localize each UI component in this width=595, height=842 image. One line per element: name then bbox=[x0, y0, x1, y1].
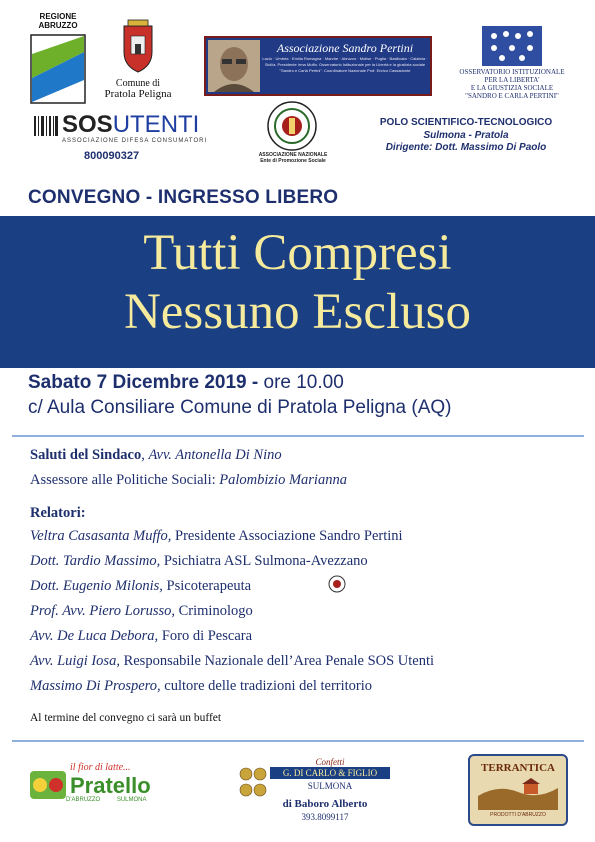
comune-name: Pratola Peligna bbox=[104, 88, 172, 100]
sos-tagline: ASSOCIAZIONE DIFESA CONSUMATORI bbox=[62, 138, 208, 144]
event-title-line2: Nessuno Escluso bbox=[123, 284, 472, 340]
pertini-portrait-icon bbox=[208, 40, 260, 92]
association-label: ASSOCIAZIONE NAZIONALE Ente di Promozione Sociale bbox=[258, 152, 328, 164]
event-date-line bbox=[28, 372, 344, 394]
speaker-role: Criminologo bbox=[178, 603, 253, 619]
speaker-role: Responsabile Nazionale dell’Area Penale SOS Utenti bbox=[123, 653, 435, 669]
assessor-label: Assessore alle Politiche Sociali: bbox=[30, 472, 216, 488]
dicarlo-phone: 393.8099117 bbox=[301, 812, 349, 822]
polo-director-name: Dott. Massimo Di Paolo bbox=[435, 142, 547, 153]
assessor-line bbox=[30, 472, 347, 489]
speaker-row bbox=[30, 578, 251, 595]
terrantica-sub: PRODOTTI D'ABRUZZO bbox=[490, 812, 546, 818]
osservatorio-stars-logo-icon bbox=[482, 26, 542, 66]
speaker-role: Psicoterapeuta bbox=[166, 578, 252, 594]
sos-phone: 800090327 bbox=[84, 150, 140, 162]
comune-label bbox=[96, 78, 180, 100]
assessor-name: Palombizio Marianna bbox=[219, 472, 347, 488]
speaker-role: Foro di Pescara bbox=[161, 628, 253, 644]
dicarlo-city: SULMONA bbox=[307, 781, 353, 791]
speaker-name: Veltra Casasanta Muffo, bbox=[30, 528, 172, 544]
dicarlo-confetti-label: Confetti bbox=[315, 757, 345, 767]
barcode-icon bbox=[34, 116, 58, 136]
terrantica-landscape-icon bbox=[478, 776, 558, 810]
dicarlo-medals-icon bbox=[238, 766, 270, 800]
pratello-logo-icon bbox=[28, 767, 68, 801]
event-place: c/ Aula Consiliare Comune di Pratola Peligna (AQ) bbox=[28, 397, 452, 418]
terrantica-name: TERRANTICA bbox=[481, 762, 555, 774]
speaker-name: Avv. Luigi Iosa, bbox=[30, 653, 120, 669]
pratello-sub: D'ABRUZZO SULMONA bbox=[66, 797, 147, 803]
buffet-note: Al termine del convegno ci sarà un buffet bbox=[30, 712, 222, 724]
sos-utenti-logo bbox=[62, 113, 199, 137]
speaker-role: Presidente Associazione Sandro Pertini bbox=[175, 528, 403, 544]
event-kicker: CONVEGNO - INGRESSO LIBERO bbox=[28, 187, 339, 208]
pertini-subtitle: Lazio · Umbria · Emilia Romagna · Marche · Abruzzo · Molise · Puglia · Basilicata · Calabria · Sicilia. Presidente Irma Muffo. Osservatorio Istituzionale per la Libertà e la giustizia sociale "Sandro e Carla Pertini". Coordinatore Nazionale Prof. Enrico Cassadonte bbox=[262, 56, 428, 73]
greetings-label: Saluti del Sindaco bbox=[30, 447, 142, 463]
speaker-name: Dott. Eugenio Milonis, bbox=[30, 578, 163, 594]
separator-bottom bbox=[12, 740, 584, 742]
osservatorio-label: OSSERVATORIO ISTITUZIONALE PER LA LIBERTA' E LA GIUSTIZIA SOCIALE "SANDRO E CARLA PERTINI" bbox=[459, 68, 565, 100]
dicarlo-owner: di Baboro Alberto bbox=[282, 798, 368, 810]
speaker-name: Massimo Di Prospero, bbox=[30, 678, 161, 694]
association-seal-small-icon bbox=[328, 575, 346, 593]
dicarlo-name: G. DI CARLO & FIGLIO bbox=[270, 767, 390, 779]
event-time: ore 10.00 bbox=[263, 372, 344, 393]
speaker-row bbox=[30, 603, 253, 620]
speaker-role: cultore delle tradizioni del territorio bbox=[164, 678, 373, 694]
comune-crest-icon bbox=[118, 18, 158, 74]
comune-prefix: Comune di bbox=[115, 78, 161, 89]
speaker-name: Dott. Tardio Massimo, bbox=[30, 553, 161, 569]
sos-logo-a: SOS bbox=[62, 111, 113, 138]
pertini-title: Associazione Sandro Pertini bbox=[276, 41, 414, 55]
polo-director-label: Dirigente: bbox=[385, 142, 433, 153]
sos-logo-b: UTENTI bbox=[112, 111, 200, 138]
regione-abruzzo-logo-icon bbox=[30, 34, 86, 104]
event-title-line1: Tutti Compresi bbox=[143, 225, 452, 281]
polo-director bbox=[360, 142, 572, 153]
greetings-line: Saluti del Sindaco, Avv. Antonella Di Nino bbox=[30, 447, 282, 463]
speaker-row bbox=[30, 678, 372, 695]
speaker-role: Psichiatra ASL Sulmona-Avezzano bbox=[163, 553, 368, 569]
pratello-tagline: il fior di latte... bbox=[70, 762, 131, 773]
speaker-name: Avv. De Luca Debora, bbox=[30, 628, 159, 644]
regione-abruzzo-label: REGIONE ABRUZZO bbox=[38, 12, 78, 30]
speaker-row bbox=[30, 553, 368, 570]
speaker-row bbox=[30, 653, 434, 670]
event-date: Sabato 7 Dicembre 2019 - bbox=[28, 372, 259, 393]
speaker-row bbox=[30, 628, 252, 645]
separator-top bbox=[12, 435, 584, 437]
polo-location: Sulmona - Pratola bbox=[423, 130, 509, 141]
greetings-name: Avv. Antonella Di Nino bbox=[148, 447, 282, 463]
speaker-row bbox=[30, 528, 403, 545]
polo-title: POLO SCIENTIFICO-TECNOLOGICO bbox=[379, 117, 553, 128]
pratello-name: Pratello bbox=[70, 773, 151, 798]
speakers-heading: Relatori: bbox=[30, 505, 86, 521]
speaker-name: Prof. Avv. Piero Lorusso, bbox=[30, 603, 175, 619]
association-seal-icon bbox=[262, 98, 322, 158]
